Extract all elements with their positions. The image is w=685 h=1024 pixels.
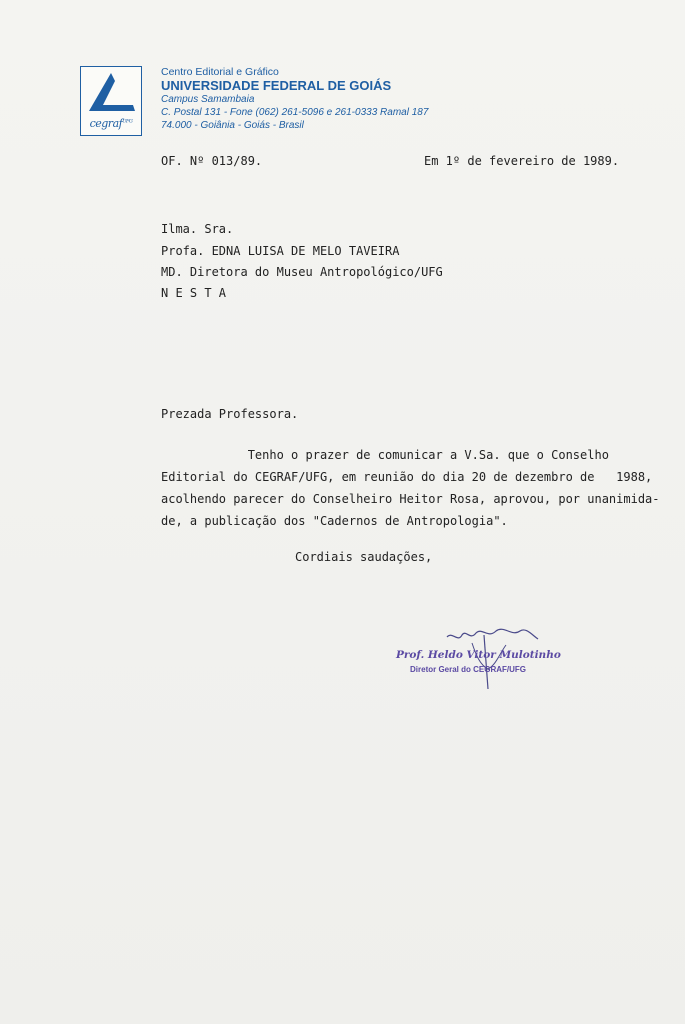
letterhead-university: UNIVERSIDADE FEDERAL DE GOIÁS xyxy=(161,78,392,93)
recipient-salutation: Ilma. Sra. xyxy=(161,222,234,236)
signature-stamp xyxy=(392,625,572,695)
letter-body xyxy=(161,444,660,532)
body-line: Tenho o prazer de comunicar a V.Sa. que o Conselho xyxy=(161,448,609,462)
letterhead-contact: C. Postal 131 - Fone (062) 261-5096 e 261-0333 Ramal 187 xyxy=(161,107,429,118)
letterhead-center-name: Centro Editorial e Gráfico xyxy=(161,66,279,78)
recipient-title: MD. Diretora do Museu Antropológico/UFG xyxy=(161,265,443,279)
logo-text: cegraf$^{UFG}$ xyxy=(89,117,133,130)
recipient-name: Profa. EDNA LUISA DE MELO TAVEIRA xyxy=(161,244,400,258)
letterhead xyxy=(161,66,428,132)
signature-title: Diretor Geral do CEGRAF/UFG xyxy=(410,665,527,674)
greeting: Prezada Professora. xyxy=(161,407,299,421)
signature-name: Prof. Heldo Vitor Mulotinho xyxy=(396,649,561,661)
body-line: de, a publicação dos "Cadernos de Antropologia". xyxy=(161,514,508,528)
reference-number: OF. Nº 013/89. xyxy=(161,154,263,168)
logo-mark-icon xyxy=(81,67,141,117)
closing: Cordiais saudações, xyxy=(295,550,433,564)
body-line: Editorial do CEGRAF/UFG, em reunião do dia 20 de dezembro de 1988, xyxy=(161,470,653,484)
letterhead-address: 74.000 - Goiânia - Goiás - Brasil xyxy=(161,120,304,131)
body-line: acolhendo parecer do Conselheiro Heitor Rosa, aprovou, por unanimida- xyxy=(161,492,660,506)
cegraf-logo xyxy=(80,66,142,136)
recipient-location: N E S T A xyxy=(161,286,227,300)
letterhead-campus: Campus Samambaia xyxy=(161,94,255,105)
letter-date: Em 1º de fevereiro de 1989. xyxy=(424,154,620,168)
